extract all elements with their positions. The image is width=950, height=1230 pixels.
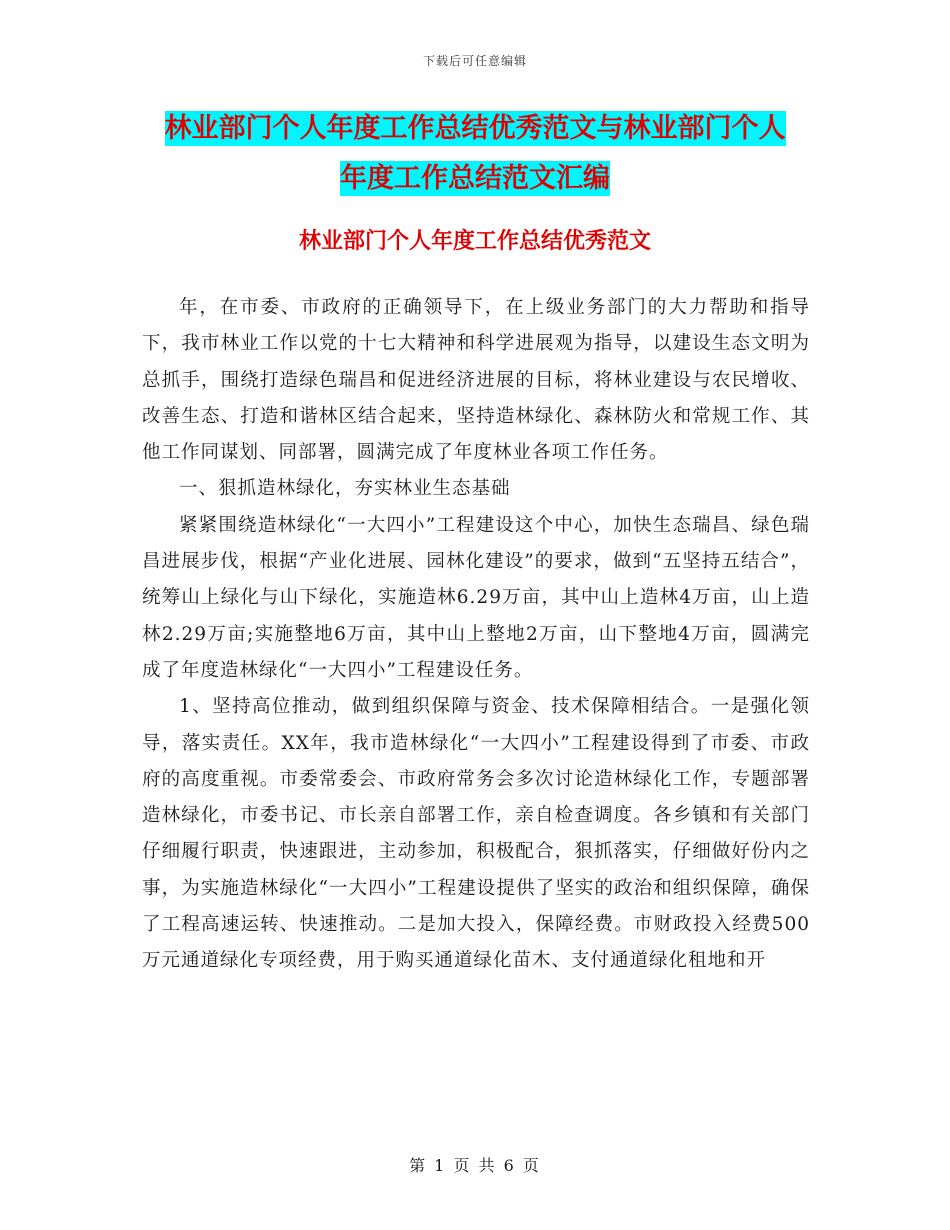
document-body bbox=[142, 290, 810, 980]
page-number: 第 1 页 共 6 页 bbox=[409, 1156, 541, 1175]
paragraph-intro: 年，在市委、市政府的正确领导下，在上级业务部门的大力帮助和指导下，我市林业工作以党的十七大精神和科学进展观为指导，以建设生态文明为总抓手，围绕打造绿色瑞昌和促进经济进展的目标，将林业建设与农民增收、改善生态、打造和谐林区结合起来，坚持造林绿化、森林防火和常规工作、其他工作同谋划、同部署，圆满完成了年度林业各项工作任务。 bbox=[142, 297, 810, 464]
paragraph-afforestation: 紧紧围绕造林绿化“一大四小”工程建设这个中心，加快生态瑞昌、绿色瑞昌进展步伐，根据“产业化进展、园林化建设”的要求，做到“五坚持五结合”，统筹山上绿化与山下绿化，实施造林6.29万亩，其中山上造林4万亩，山上造林2.29万亩;实施整地6万亩，其中山上整地2万亩，山下整地4万亩，圆满完成了年度造林绿化“一大四小”工程建设任务。 bbox=[142, 514, 810, 681]
title-line-1: 林业部门个人年度工作总结优秀范文与林业部门个人 bbox=[164, 113, 786, 144]
header-note: 下载后可任意编辑 bbox=[422, 54, 527, 68]
document-title bbox=[120, 104, 830, 204]
paragraph-leadership: 1、坚持高位推动，做到组织保障与资金、技术保障相结合。一是强化领导，落实责任。XX年，我市造林绿化“一大四小”工程建设得到了市委、市政府的高度重视。市委常委会、市政府常务会多次讨论造林绿化工作，专题部署造林绿化，市委书记、市长亲自部署工作，亲自检查调度。各乡镇和有关部门仔细履行职责，快速跟进，主动参加，积极配合，狠抓落实，仔细做好份内之事，为实施造林绿化“一大四小”工程建设提供了坚实的政治和组织保障，确保了工程高速运转、快速推动。二是加大投入，保障经费。市财政投入经费500万元通道绿化专项经费，用于购买通道绿化苗木、支付通道绿化租地和开 bbox=[142, 696, 810, 972]
section-title: 林业部门个人年度工作总结优秀范文 bbox=[298, 229, 651, 254]
paragraph-heading-1: 一、狠抓造林绿化，夯实林业生态基础 bbox=[179, 478, 511, 500]
title-line-2: 年度工作总结范文汇编 bbox=[340, 163, 610, 194]
